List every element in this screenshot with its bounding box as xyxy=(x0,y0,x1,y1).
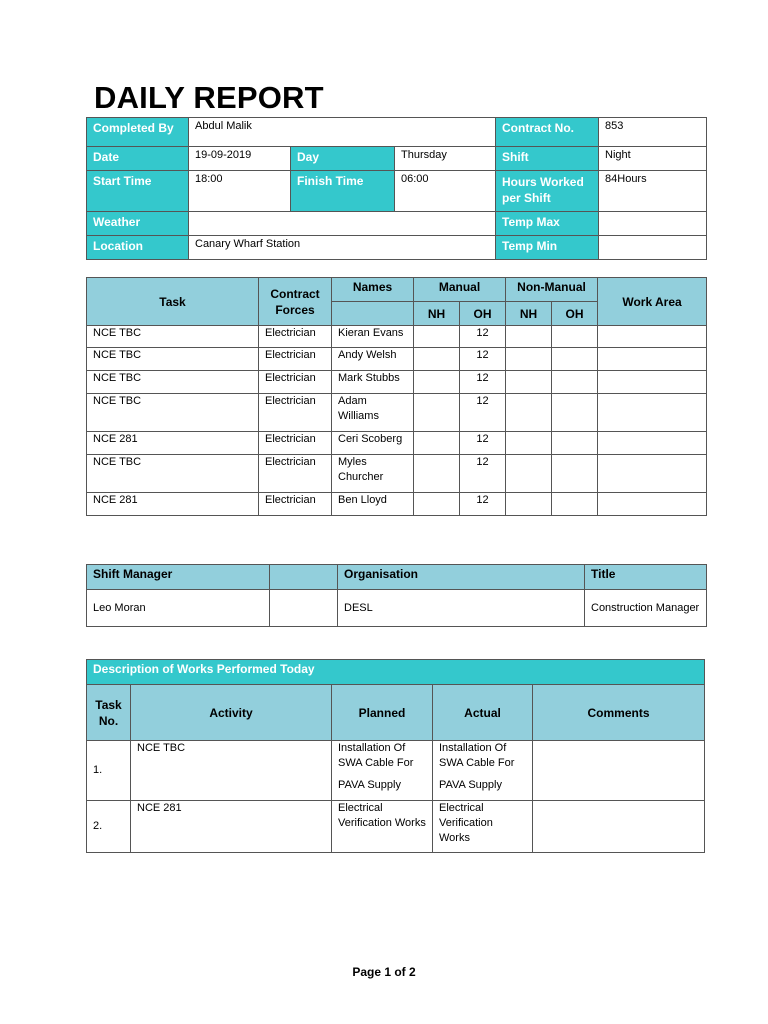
row-task-no: 1. xyxy=(87,741,131,801)
row-non-manual-oh xyxy=(552,326,598,348)
row-manual-nh xyxy=(414,348,460,371)
table-row xyxy=(87,493,707,516)
row-name: Adam Williams xyxy=(332,394,414,432)
table-row xyxy=(87,590,707,627)
row-name: Ben Lloyd xyxy=(332,493,414,516)
row-work-area xyxy=(598,326,707,348)
hours-worked-value: 84Hours xyxy=(599,171,707,212)
temp-max-label: Temp Max xyxy=(496,212,599,236)
row-manual-oh: 12 xyxy=(460,371,506,394)
table-row xyxy=(87,326,707,348)
row-name: Myles Churcher xyxy=(332,455,414,493)
row-task: NCE TBC xyxy=(87,394,259,432)
report-header-table xyxy=(86,117,707,260)
row-work-area xyxy=(598,371,707,394)
temp-min-label: Temp Min xyxy=(496,236,599,260)
completed-by-label: Completed By xyxy=(87,118,189,147)
row-non-manual-oh xyxy=(552,432,598,455)
shift-label: Shift xyxy=(496,147,599,171)
names-subheader xyxy=(332,302,414,326)
row-task: NCE TBC xyxy=(87,455,259,493)
start-time-value: 18:00 xyxy=(189,171,291,212)
col-manual-header: Manual xyxy=(414,278,506,302)
table-row xyxy=(87,371,707,394)
row-non-manual-nh xyxy=(506,326,552,348)
shift-manager-header: Shift Manager xyxy=(87,565,270,590)
row-work-area xyxy=(598,455,707,493)
col-contract-forces-header: Contract Forces xyxy=(259,278,332,326)
row-force: Electrician xyxy=(259,394,332,432)
row-actual: Electrical Verification Works xyxy=(433,801,533,853)
page-number: Page 1 of 2 xyxy=(352,965,416,979)
row-actual xyxy=(433,741,533,801)
date-value: 19-09-2019 xyxy=(189,147,291,171)
non-manual-oh-header: OH xyxy=(552,302,598,326)
blank-cell xyxy=(270,590,338,627)
row-task: NCE TBC xyxy=(87,326,259,348)
row-force: Electrician xyxy=(259,455,332,493)
row-name: Ceri Scoberg xyxy=(332,432,414,455)
shift-manager-table xyxy=(86,564,707,627)
row-non-manual-nh xyxy=(506,455,552,493)
finish-time-value: 06:00 xyxy=(395,171,496,212)
row-comments xyxy=(533,741,705,801)
row-manual-nh xyxy=(414,432,460,455)
row-actual-line-2: PAVA Supply xyxy=(439,779,502,791)
row-force: Electrician xyxy=(259,493,332,516)
row-manual-nh xyxy=(414,455,460,493)
table-row xyxy=(87,348,707,371)
col-actual-header: Actual xyxy=(433,685,533,741)
hours-worked-label: Hours Worked per Shift xyxy=(496,171,599,212)
row-non-manual-oh xyxy=(552,371,598,394)
row-manual-nh xyxy=(414,493,460,516)
finish-time-label: Finish Time xyxy=(291,171,395,212)
shift-value: Night xyxy=(599,147,707,171)
blank-header xyxy=(270,565,338,590)
date-label: Date xyxy=(87,147,189,171)
col-work-area-header: Work Area xyxy=(598,278,707,326)
row-name: Mark Stubbs xyxy=(332,371,414,394)
row-planned xyxy=(332,741,433,801)
col-non-manual-header: Non-Manual xyxy=(506,278,598,302)
row-activity: NCE TBC xyxy=(131,741,332,801)
row-manual-oh: 12 xyxy=(460,432,506,455)
weather-value xyxy=(189,212,496,236)
row-task: NCE 281 xyxy=(87,493,259,516)
table-row xyxy=(87,432,707,455)
row-work-area xyxy=(598,348,707,371)
title-header: Title xyxy=(585,565,707,590)
location-label: Location xyxy=(87,236,189,260)
row-manual-nh xyxy=(414,371,460,394)
start-time-label: Start Time xyxy=(87,171,189,212)
organisation-value: DESL xyxy=(338,590,585,627)
table-row xyxy=(87,801,705,853)
row-manual-oh: 12 xyxy=(460,493,506,516)
row-actual-line-1: Installation Of SWA Cable For xyxy=(439,742,515,769)
title-value: Construction Manager xyxy=(585,590,707,627)
labour-table xyxy=(86,277,707,516)
table-row xyxy=(87,741,705,801)
row-work-area xyxy=(598,394,707,432)
row-non-manual-nh xyxy=(506,371,552,394)
row-planned-line-2: PAVA Supply xyxy=(338,779,401,791)
row-non-manual-nh xyxy=(506,432,552,455)
row-non-manual-oh xyxy=(552,455,598,493)
table-row xyxy=(87,394,707,432)
works-table xyxy=(86,659,705,853)
completed-by-value: Abdul Malik xyxy=(189,118,496,147)
organisation-header: Organisation xyxy=(338,565,585,590)
report-title: DAILY REPORT xyxy=(94,80,324,115)
table-row xyxy=(87,455,707,493)
contract-no-label: Contract No. xyxy=(496,118,599,147)
day-label: Day xyxy=(291,147,395,171)
row-force: Electrician xyxy=(259,432,332,455)
day-value: Thursday xyxy=(395,147,496,171)
row-non-manual-nh xyxy=(506,348,552,371)
weather-label: Weather xyxy=(87,212,189,236)
row-task-no: 2. xyxy=(87,801,131,853)
row-task: NCE 281 xyxy=(87,432,259,455)
row-task: NCE TBC xyxy=(87,348,259,371)
row-non-manual-oh xyxy=(552,493,598,516)
row-force: Electrician xyxy=(259,371,332,394)
row-non-manual-nh xyxy=(506,493,552,516)
contract-no-value: 853 xyxy=(599,118,707,147)
row-name: Kieran Evans xyxy=(332,326,414,348)
non-manual-nh-header: NH xyxy=(506,302,552,326)
col-comments-header: Comments xyxy=(533,685,705,741)
temp-min-value xyxy=(599,236,707,260)
location-value: Canary Wharf Station xyxy=(189,236,496,260)
temp-max-value xyxy=(599,212,707,236)
row-name: Andy Welsh xyxy=(332,348,414,371)
row-work-area xyxy=(598,493,707,516)
row-non-manual-oh xyxy=(552,394,598,432)
row-planned: Electrical Verification Works xyxy=(332,801,433,853)
col-planned-header: Planned xyxy=(332,685,433,741)
row-manual-oh: 12 xyxy=(460,326,506,348)
manual-nh-header: NH xyxy=(414,302,460,326)
works-section-title: Description of Works Performed Today xyxy=(87,660,705,685)
row-planned-line-1: Installation Of SWA Cable For xyxy=(338,742,414,769)
row-force: Electrician xyxy=(259,348,332,371)
row-manual-nh xyxy=(414,394,460,432)
col-task-no-header: Task No. xyxy=(87,685,131,741)
row-manual-nh xyxy=(414,326,460,348)
row-work-area xyxy=(598,432,707,455)
row-manual-oh: 12 xyxy=(460,348,506,371)
row-force: Electrician xyxy=(259,326,332,348)
row-manual-oh: 12 xyxy=(460,455,506,493)
manual-oh-header: OH xyxy=(460,302,506,326)
col-names-header: Names xyxy=(332,278,414,302)
row-non-manual-nh xyxy=(506,394,552,432)
col-task-header: Task xyxy=(87,278,259,326)
row-non-manual-oh xyxy=(552,348,598,371)
row-manual-oh: 12 xyxy=(460,394,506,432)
row-task: NCE TBC xyxy=(87,371,259,394)
col-activity-header: Activity xyxy=(131,685,332,741)
row-comments xyxy=(533,801,705,853)
row-activity: NCE 281 xyxy=(131,801,332,853)
shift-manager-name: Leo Moran xyxy=(87,590,270,627)
